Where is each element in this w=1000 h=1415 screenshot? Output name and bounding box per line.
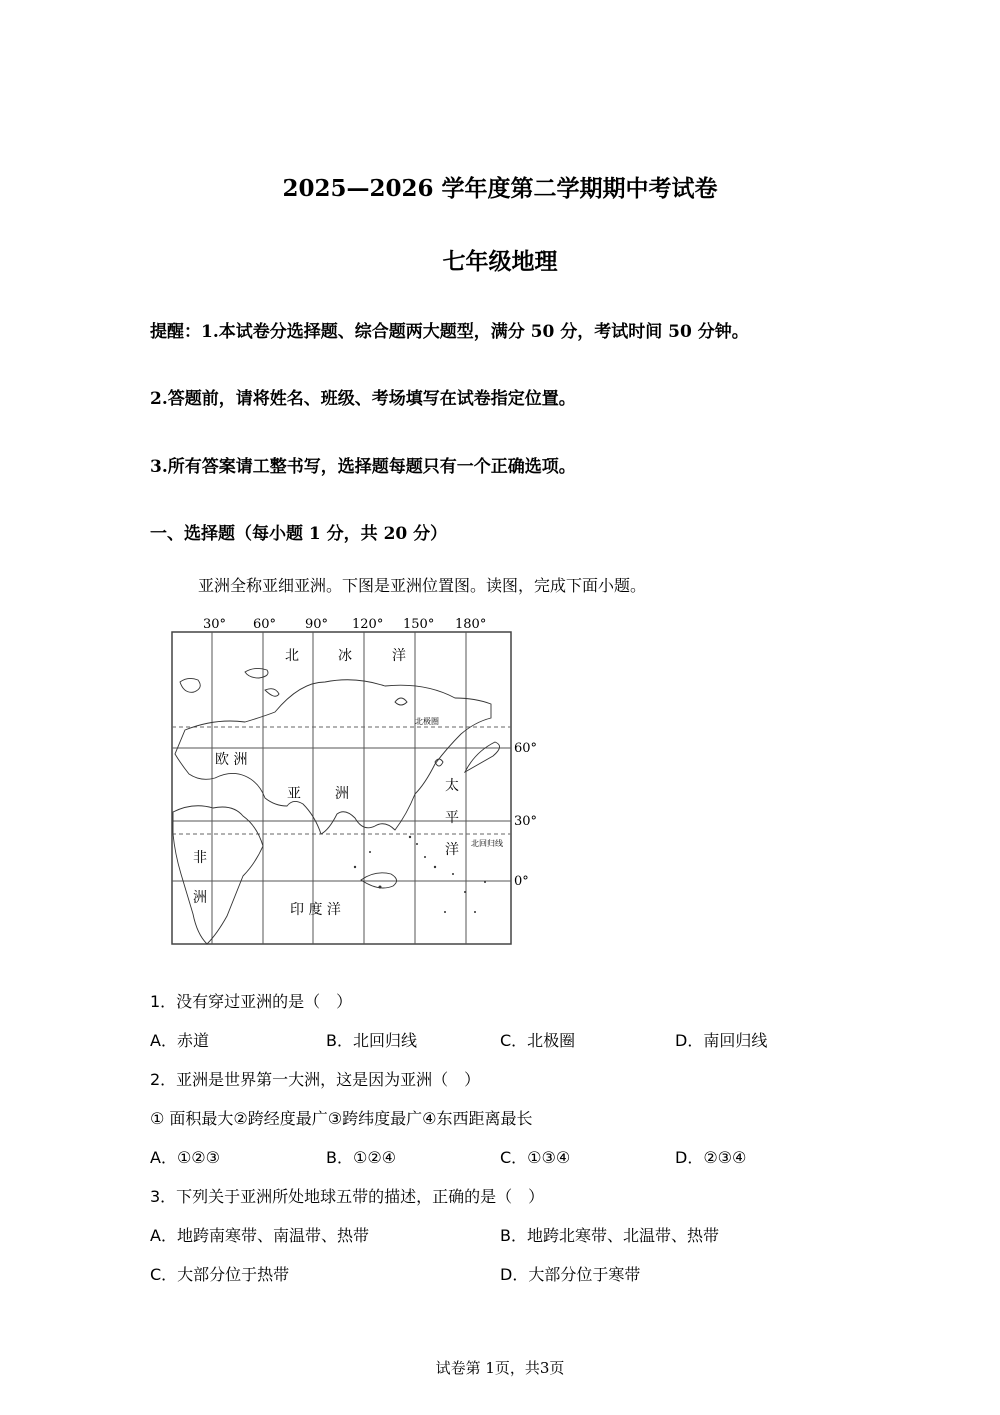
q3-option-c: C．大部分位于热带 — [150, 1265, 290, 1284]
section-intro: 亚洲全称亚细亚洲。下图是亚洲位置图。读图，完成下面小题。 — [198, 576, 647, 595]
q3-option-d: D．大部分位于寒带 — [500, 1265, 641, 1284]
q2-option-c: C．①③④ — [500, 1148, 571, 1167]
q1-option-a: A．赤道 — [150, 1031, 209, 1050]
q1-option-b: B．北回归线 — [326, 1031, 417, 1050]
arctic-ocean-label-2: 冰 — [338, 648, 352, 664]
q1-option-d: D．南回归线 — [675, 1031, 768, 1050]
europe-label: 欧 洲 — [215, 752, 248, 768]
arctic-circle-label: 北极圈 — [415, 717, 439, 726]
q1-option-c: C．北极圈 — [500, 1031, 576, 1050]
q2-option-a: A．①②③ — [150, 1148, 220, 1167]
question-2-stem: 2．亚洲是世界第一大洲，这是因为亚洲（ ） — [150, 1070, 481, 1089]
exam-subtitle: 七年级地理 — [442, 248, 558, 275]
lon-label-150: 150° — [403, 617, 435, 632]
arctic-ocean-label-3: 洋 — [392, 648, 406, 664]
asia-label-1: 亚 — [287, 786, 301, 802]
lon-label-180: 180° — [455, 617, 487, 632]
lat-label-60: 60° — [514, 741, 538, 756]
notice-line-1: 提醒：1.本试卷分选择题、综合题两大题型，满分 50 分，考试时间 50 分钟。 — [150, 322, 749, 342]
lon-label-30: 30° — [203, 617, 227, 632]
indian-ocean-label: 印 度 洋 — [290, 902, 341, 918]
notice-line-2: 2.答题前，请将姓名、班级、考场填写在试卷指定位置。 — [150, 389, 576, 409]
africa-label-2: 洲 — [193, 890, 207, 906]
question-2-statements: ① 面积最大②跨经度最广③跨纬度最广④东西距离最长 — [150, 1109, 533, 1128]
tropic-cancer-label: 北回归线 — [471, 839, 503, 848]
lon-label-120: 120° — [352, 617, 384, 632]
q3-option-b: B．地跨北寒带、北温带、热带 — [500, 1226, 719, 1245]
exam-title: 2025—2026 学年度第二学期期中考试卷 — [282, 175, 718, 202]
question-1-stem: 1．没有穿过亚洲的是（ ） — [150, 992, 353, 1011]
pacific-label-1: 太 — [445, 778, 459, 794]
asia-location-map — [165, 612, 545, 952]
question-3-stem: 3．下列关于亚洲所处地球五带的描述，正确的是（ ） — [150, 1187, 545, 1206]
lon-label-90: 90° — [305, 617, 329, 632]
page-footer: 试卷第 1页，共3页 — [435, 1359, 565, 1377]
pacific-label-2: 平 — [445, 810, 459, 826]
notice-line-3: 3.所有答案请工整书写，选择题每题只有一个正确选项。 — [150, 457, 576, 477]
q2-option-b: B．①②④ — [326, 1148, 397, 1167]
lat-label-0: 0° — [514, 874, 529, 889]
lat-label-30: 30° — [514, 814, 538, 829]
arctic-ocean-label-1: 北 — [285, 648, 299, 664]
pacific-label-3: 洋 — [445, 842, 459, 858]
lon-label-60: 60° — [253, 617, 277, 632]
q3-option-a: A．地跨南寒带、南温带、热带 — [150, 1226, 369, 1245]
asia-label-2: 洲 — [335, 786, 349, 802]
q2-option-d: D．②③④ — [675, 1148, 747, 1167]
africa-label-1: 非 — [193, 850, 207, 866]
section-heading: 一、选择题（每小题 1 分，共 20 分） — [150, 524, 448, 544]
